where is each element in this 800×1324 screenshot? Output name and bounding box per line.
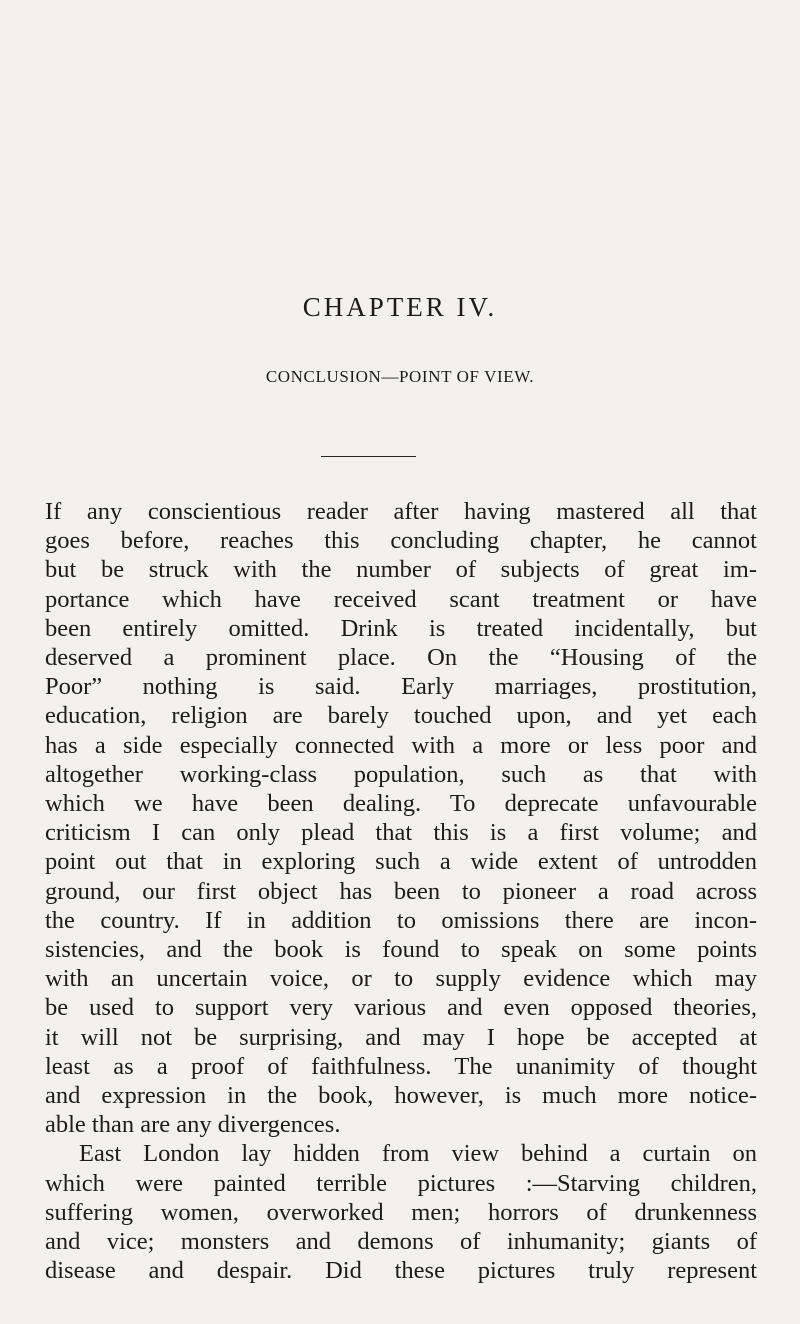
text-line: education, religion are barely touched upon, and yet each <box>45 702 757 730</box>
text-line: which were painted terrible pictures :—Starving children, <box>45 1169 757 1197</box>
text-line: point out that in exploring such a wide extent of untrodden <box>45 848 757 876</box>
text-line: deserved a prominent place. On the “Housing of the <box>45 644 757 671</box>
text-line: has a side especially connected with a more or less poor and <box>45 731 757 759</box>
text-line: criticism I can only plead that this is a first volume; and <box>45 819 757 847</box>
text-line: East London lay hidden from view behind a curtain on <box>79 1140 757 1168</box>
text-line: least as a proof of faithfulness. The unanimity of thought <box>45 1052 757 1080</box>
text-line: the country. If in addition to omissions there are incon- <box>45 906 757 934</box>
text-line: disease and despair. Did these pictures truly represent <box>45 1257 757 1285</box>
chapter-title: CHAPTER IV. <box>302 292 498 322</box>
body-text <box>0 500 800 1300</box>
text-line: suffering women, overworked men; horrors of drunkenness <box>45 1198 757 1226</box>
text-line: which we have been dealing. To deprecate unfavourable <box>45 790 757 817</box>
text-line: be used to support very various and even opposed theories, <box>45 994 757 1022</box>
text-line: and vice; monsters and demons of inhumanity; giants of <box>45 1228 757 1255</box>
text-line: able than are any divergences. <box>45 1111 341 1139</box>
text-line: sistencies, and the book is found to speak on some points <box>45 936 757 963</box>
section-divider <box>321 456 416 457</box>
text-line: goes before, reaches this concluding chapter, he cannot <box>45 527 757 555</box>
text-line: it will not be surprising, and may I hope be accepted at <box>45 1023 757 1051</box>
text-line: portance which have received scant treatment or have <box>45 585 757 613</box>
text-line: ground, our first object has been to pioneer a road across <box>45 877 757 905</box>
text-line: with an uncertain voice, or to supply evidence which may <box>45 965 757 993</box>
text-line: If any conscientious reader after having mastered all that <box>45 498 757 525</box>
text-line: Poor” nothing is said. Early marriages, prostitution, <box>45 673 757 701</box>
text-line: but be struck with the number of subjects of great im- <box>45 556 757 584</box>
text-line: and expression in the book, however, is much more notice- <box>45 1082 757 1109</box>
text-line: altogether working-class population, such as that with <box>45 760 757 788</box>
text-line: been entirely omitted. Drink is treated incidentally, but <box>45 614 757 642</box>
chapter-subtitle: CONCLUSION—POINT OF VIEW. <box>265 367 535 386</box>
